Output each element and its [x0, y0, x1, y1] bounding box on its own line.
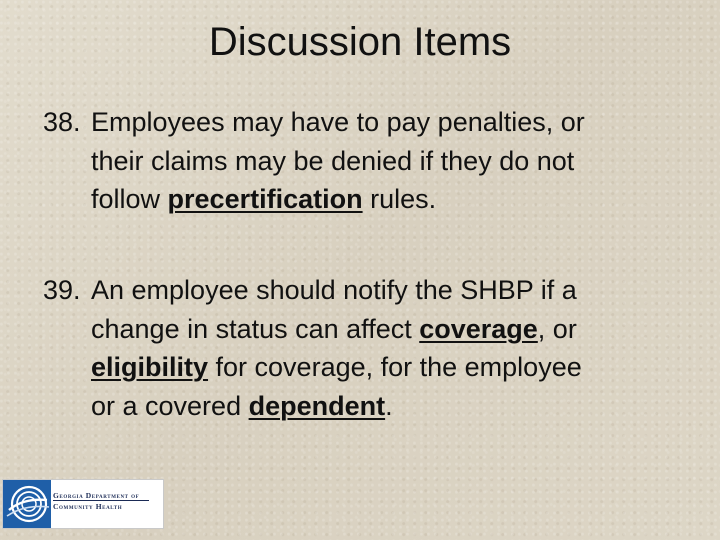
item-line	[43, 310, 693, 349]
key-term: coverage	[419, 313, 538, 344]
item-line	[43, 387, 693, 426]
dch-emblem-icon	[3, 480, 51, 528]
item-text: their claims may be denied if they do not	[91, 145, 575, 176]
key-term: precertification	[167, 184, 363, 214]
item-line	[43, 103, 693, 142]
item-text: rules.	[362, 184, 437, 214]
logo-text: Community Health	[53, 502, 123, 511]
slide-title: Discussion Items	[208, 20, 512, 64]
item-text: follow	[91, 184, 168, 214]
item-number: 39.	[43, 275, 81, 305]
key-term: dependent	[248, 390, 386, 421]
logo-divider	[53, 500, 149, 501]
logo-text: Georgia Department of	[53, 491, 140, 500]
georgia-dch-logo	[2, 479, 164, 529]
item-text: An employee should notify the SHBP if a	[91, 275, 577, 305]
item-line	[43, 348, 693, 387]
item-line	[43, 180, 693, 219]
key-term: eligibility	[91, 352, 209, 382]
item-text: for coverage, for the employee	[208, 352, 582, 382]
discussion-item-39	[43, 271, 693, 425]
item-number: 38.	[43, 107, 81, 137]
item-line	[43, 271, 693, 310]
item-text: .	[385, 390, 393, 421]
item-text: or a covered	[91, 390, 249, 421]
discussion-item-38	[43, 103, 693, 219]
item-line	[43, 142, 693, 181]
item-text: , or	[537, 313, 577, 344]
item-text: Employees may have to pay penalties, or	[91, 107, 585, 137]
item-text: change in status can affect	[91, 313, 420, 344]
